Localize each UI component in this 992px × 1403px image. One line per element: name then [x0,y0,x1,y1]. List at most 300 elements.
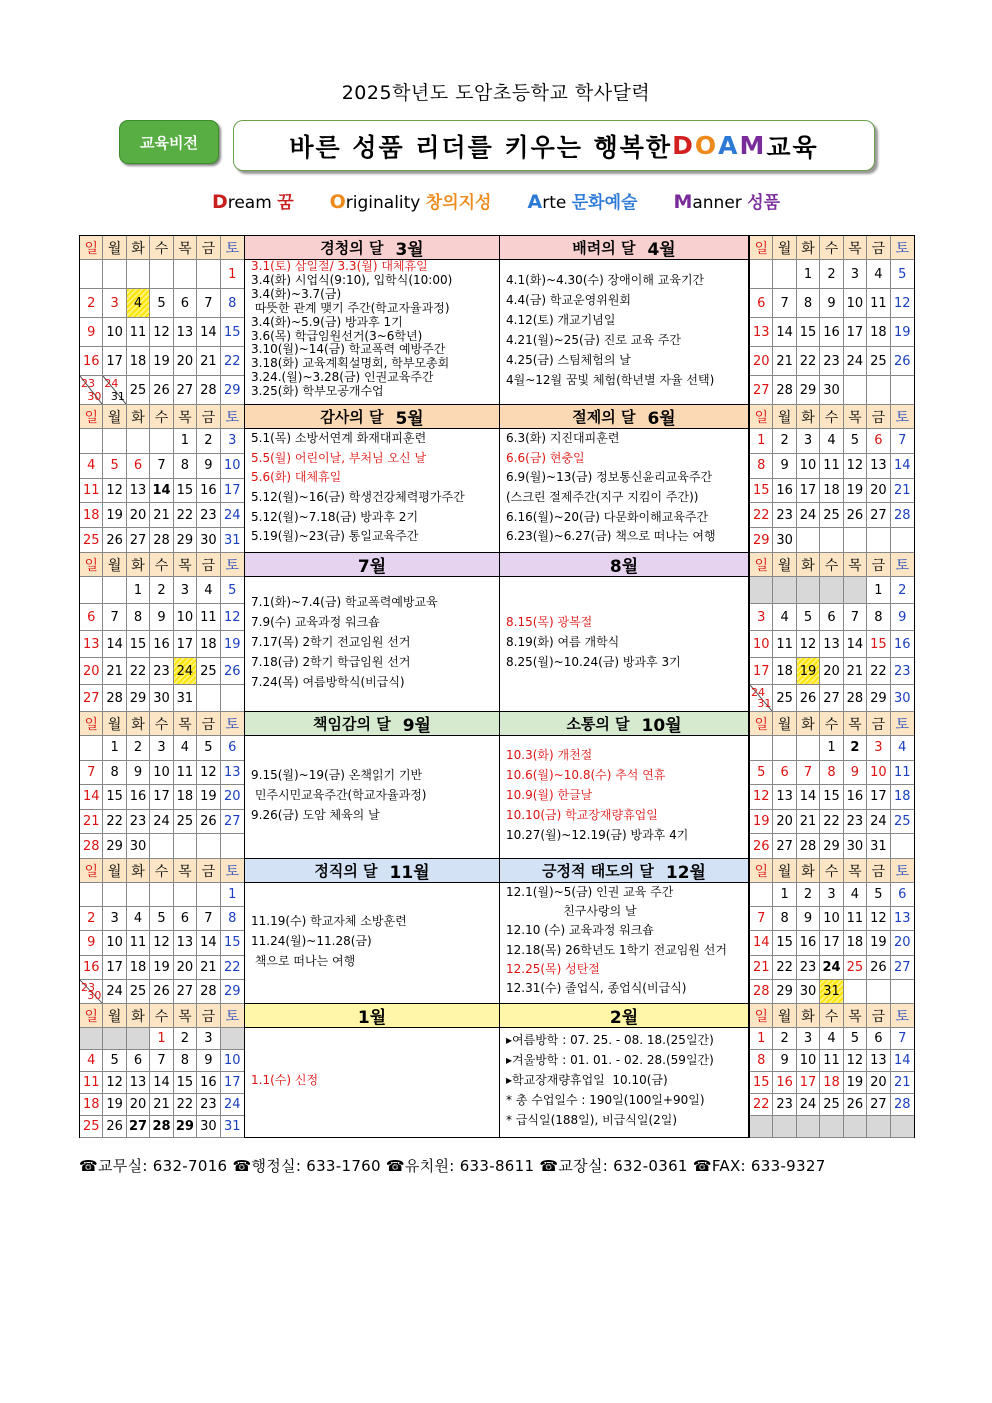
weekday-header: 화 [127,405,150,429]
day-cell: 22 [750,1094,773,1116]
day-cell: 25 [80,1116,103,1138]
day-cell [750,736,773,761]
day-cell: 29 [750,528,773,553]
day-cell [103,577,126,604]
weekday-header: 토 [221,236,244,260]
weekday-header: 금 [197,1004,220,1028]
event-item: 6.3(화) 지진대피훈련 [506,431,620,445]
day-cell: 3 [174,577,197,604]
day-cell: 3 [221,429,244,454]
day-cell: 7 [891,429,914,454]
event-item: 6.16(월)~20(금) 다문화이해교육주간 [506,509,709,524]
weekday-header: 화 [797,712,820,736]
events-pane-m3 [245,236,500,405]
weekday-header: 목 [174,236,197,260]
day-cell: 17 [750,658,773,685]
day-cell: 6 [174,907,197,931]
day-cell: 10 [797,1050,820,1072]
weekday-header: 금 [197,712,220,736]
day-number: 23 [81,980,95,994]
slogan-o: O [694,131,719,160]
keyword-korean: 창의지성 [425,193,492,213]
day-cell: 15 [750,1072,773,1094]
day-cell: 16 [773,479,796,504]
day-cell [80,376,103,405]
day-cell: 23 [844,810,867,835]
day-cell: 23 [197,503,220,528]
events-pane-m2 [500,1004,749,1138]
day-cell: 3 [750,604,773,631]
day-cell: 4 [820,429,843,454]
event-item: 4.12(토) 개교기념일 [506,312,616,327]
day-cell: 3 [844,260,867,289]
day-cell: 21 [773,347,796,376]
day-cell: 23 [891,658,914,685]
day-cell: 30 [797,980,820,1004]
day-cell [797,1116,820,1138]
day-cell: 16 [820,318,843,347]
day-cell: 20 [127,503,150,528]
month-number: 12월 [665,863,706,883]
event-item: 10.10(금) 학교장재량휴업일 [506,807,658,822]
event-item: 7.18(금) 2학기 학급임원 선거 [251,654,411,669]
day-cell: 22 [127,658,150,685]
event-item: 10.6(월)~10.8(수) 추석 연휴 [506,767,666,782]
day-cell: 25 [844,956,867,980]
day-cell [197,883,220,907]
day-cell: 2 [80,289,103,318]
event-item: 책으로 떠나는 여행 [251,953,356,968]
day-cell [891,376,914,405]
day-cell: 4 [773,604,796,631]
day-cell: 6 [820,604,843,631]
month-number: 10월 [641,716,682,736]
day-cell: 11 [773,631,796,658]
day-cell: 26 [150,376,173,405]
day-cell: 9 [844,761,867,786]
day-cell: 30 [820,376,843,405]
month-heading [245,553,499,577]
day-cell: 19 [844,1072,867,1094]
day-cell: 23 [197,1094,220,1116]
weekday-header: 일 [750,236,773,260]
day-cell: 28 [773,376,796,405]
day-cell: 16 [80,347,103,376]
month-theme: 책임감의 달 [313,715,391,733]
day-cell: 5 [150,289,173,318]
day-cell: 19 [797,658,820,685]
month-theme: 경청의 달 [320,239,384,257]
events-pane-m8 [500,553,749,712]
event-list [245,736,499,828]
day-cell: 14 [773,318,796,347]
day-cell: 18 [80,503,103,528]
event-item: 7.24(목) 여름방학식(비급식) [251,674,405,689]
day-cell: 1 [750,1028,773,1050]
day-cell [750,883,773,907]
day-cell: 17 [174,631,197,658]
keyword-3 [673,188,780,213]
day-cell: 19 [150,347,173,376]
event-item: 민주시민교육주간(학교자율과정) [251,787,427,802]
day-cell: 28 [797,834,820,859]
day-cell: 3 [150,736,173,761]
day-cell: 11 [867,289,890,318]
slogan-pre: 바른 성품 리더를 키우는 행복한 [289,132,673,162]
day-cell: 1 [750,429,773,454]
day-cell: 22 [174,503,197,528]
day-cell: 8 [221,289,244,318]
day-cell: 26 [844,503,867,528]
day-cell: 9 [197,454,220,479]
day-cell [221,1028,244,1050]
day-cell: 16 [80,956,103,980]
event-item: 3.24.(월)~3.28(금) 인권교육주간 [251,371,434,385]
day-cell: 13 [127,1072,150,1094]
day-cell: 11 [820,1050,843,1072]
day-cell: 12 [891,289,914,318]
month-heading [245,712,499,736]
day-cell [221,834,244,859]
day-cell: 28 [891,1094,914,1116]
keyword-initial: A [527,191,543,213]
day-cell: 1 [103,736,126,761]
day-cell [844,1116,867,1138]
day-cell: 21 [891,1072,914,1094]
day-cell [844,376,867,405]
day-cell: 2 [844,736,867,761]
event-item: 4.4(금) 학교운영위원회 [506,292,631,307]
day-cell [127,429,150,454]
weekday-header: 수 [150,1004,173,1028]
events-pane-m4 [500,236,749,405]
day-cell: 6 [867,429,890,454]
day-cell: 22 [174,1094,197,1116]
day-cell: 31 [221,1116,244,1138]
day-cell: 21 [103,658,126,685]
day-cell: 7 [750,907,773,931]
event-list [245,883,499,974]
day-cell: 17 [221,1072,244,1094]
day-cell: 14 [103,631,126,658]
calendar-grid-m2 [749,1004,914,1138]
calendar-grid-m5 [80,405,245,553]
day-cell: 1 [820,736,843,761]
month-number: 6월 [647,409,676,429]
day-cell: 14 [891,454,914,479]
day-cell: 7 [773,289,796,318]
page-title: 2025학년도 도암초등학교 학사달력 [341,82,651,104]
day-cell: 17 [103,956,126,980]
day-cell: 29 [127,685,150,712]
month-row [80,405,914,553]
day-cell: 11 [820,454,843,479]
day-cell: 26 [150,980,173,1004]
day-cell: 2 [197,429,220,454]
day-cell: 13 [867,454,890,479]
day-cell: 2 [820,260,843,289]
day-cell: 17 [221,479,244,504]
day-cell: 21 [750,956,773,980]
day-cell: 12 [197,761,220,786]
day-cell: 11 [80,1072,103,1094]
calendar-grid-m8 [749,553,914,712]
weekday-header: 금 [867,236,890,260]
day-cell: 1 [867,577,890,604]
day-cell [103,260,126,289]
day-cell [80,429,103,454]
day-cell: 9 [80,318,103,347]
weekday-header: 목 [174,1004,197,1028]
day-cell: 8 [820,761,843,786]
day-cell: 12 [750,785,773,810]
month-heading [245,236,499,260]
day-cell: 8 [750,1050,773,1072]
day-cell: 14 [80,785,103,810]
weekday-header: 금 [867,859,890,883]
day-cell: 5 [221,577,244,604]
day-cell: 10 [103,931,126,955]
weekday-header: 월 [773,859,796,883]
day-cell: 5 [844,429,867,454]
day-cell: 6 [80,604,103,631]
day-cell: 11 [174,761,197,786]
weekday-header: 목 [844,236,867,260]
day-cell: 16 [891,631,914,658]
day-cell: 8 [221,907,244,931]
contact-footer: ☎교무실: 632-7016 ☎행정실: 633-1760 ☎유치원: 633-8611 ☎교장실: 632-0361 ☎FAX: 633-9327 [79,1157,826,1175]
month-theme: 절제의 달 [572,408,636,426]
event-item: 8.15(목) 광복절 [506,614,593,629]
day-cell: 27 [221,810,244,835]
day-cell: 19 [103,503,126,528]
day-cell: 14 [150,1072,173,1094]
day-cell: 30 [844,834,867,859]
day-cell: 28 [197,980,220,1004]
month-number: 4월 [647,240,676,260]
weekday-header: 수 [820,1004,843,1028]
day-cell: 9 [891,604,914,631]
weekday-header: 목 [844,405,867,429]
day-cell: 4 [891,736,914,761]
day-cell [103,883,126,907]
day-cell: 30 [891,685,914,712]
day-cell [750,1116,773,1138]
day-cell: 19 [103,1094,126,1116]
weekday-header: 월 [773,405,796,429]
day-cell [80,736,103,761]
month-row [80,1004,914,1138]
day-cell: 13 [127,479,150,504]
day-cell: 23 [820,347,843,376]
day-cell: 2 [891,577,914,604]
day-cell: 29 [797,376,820,405]
day-cell: 2 [127,736,150,761]
day-cell: 22 [867,658,890,685]
calendar-grid-m10 [749,712,914,859]
day-cell: 24 [797,503,820,528]
weekday-header: 목 [844,859,867,883]
day-cell: 13 [820,631,843,658]
weekday-header: 월 [773,236,796,260]
day-cell [820,528,843,553]
events-pane-m6 [500,405,749,553]
event-item: 4.21(월)~25(금) 진로 교육 주간 [506,332,681,347]
day-cell [174,883,197,907]
day-cell: 5 [750,761,773,786]
month-heading [245,859,499,883]
day-cell: 27 [867,1094,890,1116]
calendar-grid-m3 [80,236,245,405]
day-cell: 22 [820,810,843,835]
day-cell: 16 [197,1072,220,1094]
day-cell: 30 [127,834,150,859]
day-cell: 13 [750,318,773,347]
day-cell: 24 [103,980,126,1004]
day-cell [150,260,173,289]
weekday-header: 수 [820,405,843,429]
weekday-header: 토 [221,1004,244,1028]
weekday-header: 토 [221,712,244,736]
event-item: 10.27(월)~12.19(금) 방과후 4기 [506,827,689,842]
event-list [500,577,748,675]
weekday-header: 수 [820,553,843,577]
weekday-header: 월 [773,553,796,577]
day-cell: 15 [103,785,126,810]
day-cell [844,528,867,553]
day-cell: 19 [867,931,890,955]
day-cell: 21 [797,810,820,835]
day-cell [773,736,796,761]
day-cell: 4 [174,736,197,761]
day-cell: 6 [773,761,796,786]
day-cell: 18 [820,1072,843,1094]
day-cell: 6 [174,289,197,318]
event-item: 친구사랑의 날 [506,904,637,919]
day-cell: 27 [891,956,914,980]
day-cell: 14 [844,631,867,658]
day-cell: 5 [844,1028,867,1050]
day-cell: 19 [221,631,244,658]
weekday-header: 수 [150,553,173,577]
day-cell [773,260,796,289]
day-cell: 26 [103,1116,126,1138]
day-cell: 5 [867,883,890,907]
weekday-header: 화 [797,236,820,260]
keyword-english: rte [542,193,572,213]
day-cell [891,980,914,1004]
day-cell: 12 [797,631,820,658]
month-number: 8월 [609,557,639,577]
event-list [245,1028,499,1093]
day-cell [773,1116,796,1138]
day-cell: 18 [773,658,796,685]
weekday-header: 금 [867,553,890,577]
weekday-header: 목 [844,712,867,736]
event-item: 9.26(금) 도암 체육의 날 [251,807,380,822]
month-number: 3월 [395,240,424,260]
day-cell: 2 [150,577,173,604]
month-number: 5월 [395,409,424,429]
day-cell: 7 [103,604,126,631]
day-cell: 25 [127,376,150,405]
day-cell: 18 [891,785,914,810]
weekday-header: 일 [750,859,773,883]
weekday-header: 일 [80,236,103,260]
day-cell: 22 [797,347,820,376]
keyword-korean: 성품 [747,193,781,213]
event-item: 3.4(화)~5.9(금) 방과후 1기 [251,315,403,329]
day-cell: 23 [773,1094,796,1116]
day-cell: 9 [127,761,150,786]
day-cell [174,260,197,289]
weekday-header: 토 [221,553,244,577]
event-list [500,736,748,848]
day-cell: 20 [891,931,914,955]
day-cell: 26 [867,956,890,980]
calendar-grid-m11 [80,859,245,1004]
keyword-korean: 문화예술 [571,193,638,213]
event-item: 1.1(수) 신정 [251,1073,319,1087]
day-cell: 14 [197,318,220,347]
day-cell: 20 [867,1072,890,1094]
day-cell: 7 [197,907,220,931]
weekday-header: 화 [797,405,820,429]
day-cell: 17 [103,347,126,376]
event-item: 5.12(월)~7.18(금) 방과후 2기 [251,509,419,524]
day-cell: 24 [867,810,890,835]
day-cell: 2 [174,1028,197,1050]
day-cell: 1 [174,429,197,454]
day-cell: 13 [867,1050,890,1072]
day-cell [867,980,890,1004]
event-item: ▸여름방학 : 07. 25. - 08. 18.(25일간) [506,1033,714,1047]
day-cell: 25 [80,528,103,553]
month-theme: 감사의 달 [320,408,384,426]
day-cell: 19 [750,810,773,835]
day-cell: 20 [174,956,197,980]
day-cell: 31 [867,834,890,859]
event-item: ▸겨울방학 : 01. 01. - 02. 28.(59일간) [506,1053,714,1067]
day-cell: 1 [773,883,796,907]
day-cell: 4 [820,1028,843,1050]
day-cell: 27 [820,685,843,712]
day-cell [80,577,103,604]
day-cell: 10 [867,761,890,786]
event-list [500,260,748,393]
day-cell: 28 [197,376,220,405]
day-cell [174,834,197,859]
events-pane-m1 [245,1004,500,1138]
weekday-header: 수 [820,712,843,736]
weekday-header: 화 [797,1004,820,1028]
day-cell: 3 [820,883,843,907]
day-cell: 20 [867,479,890,504]
day-cell: 26 [844,1094,867,1116]
event-item: 3.6(목) 학급임원선거(3~6학년) [251,329,423,343]
day-cell: 17 [150,785,173,810]
month-theme: 긍정적 태도의 달 [542,862,654,880]
day-cell: 31 [221,528,244,553]
day-cell: 18 [820,479,843,504]
day-cell: 15 [773,931,796,955]
day-cell: 27 [867,503,890,528]
day-cell [221,685,244,712]
day-cell: 17 [867,785,890,810]
day-cell: 31 [820,980,843,1004]
day-cell: 11 [891,761,914,786]
weekday-header: 화 [127,859,150,883]
